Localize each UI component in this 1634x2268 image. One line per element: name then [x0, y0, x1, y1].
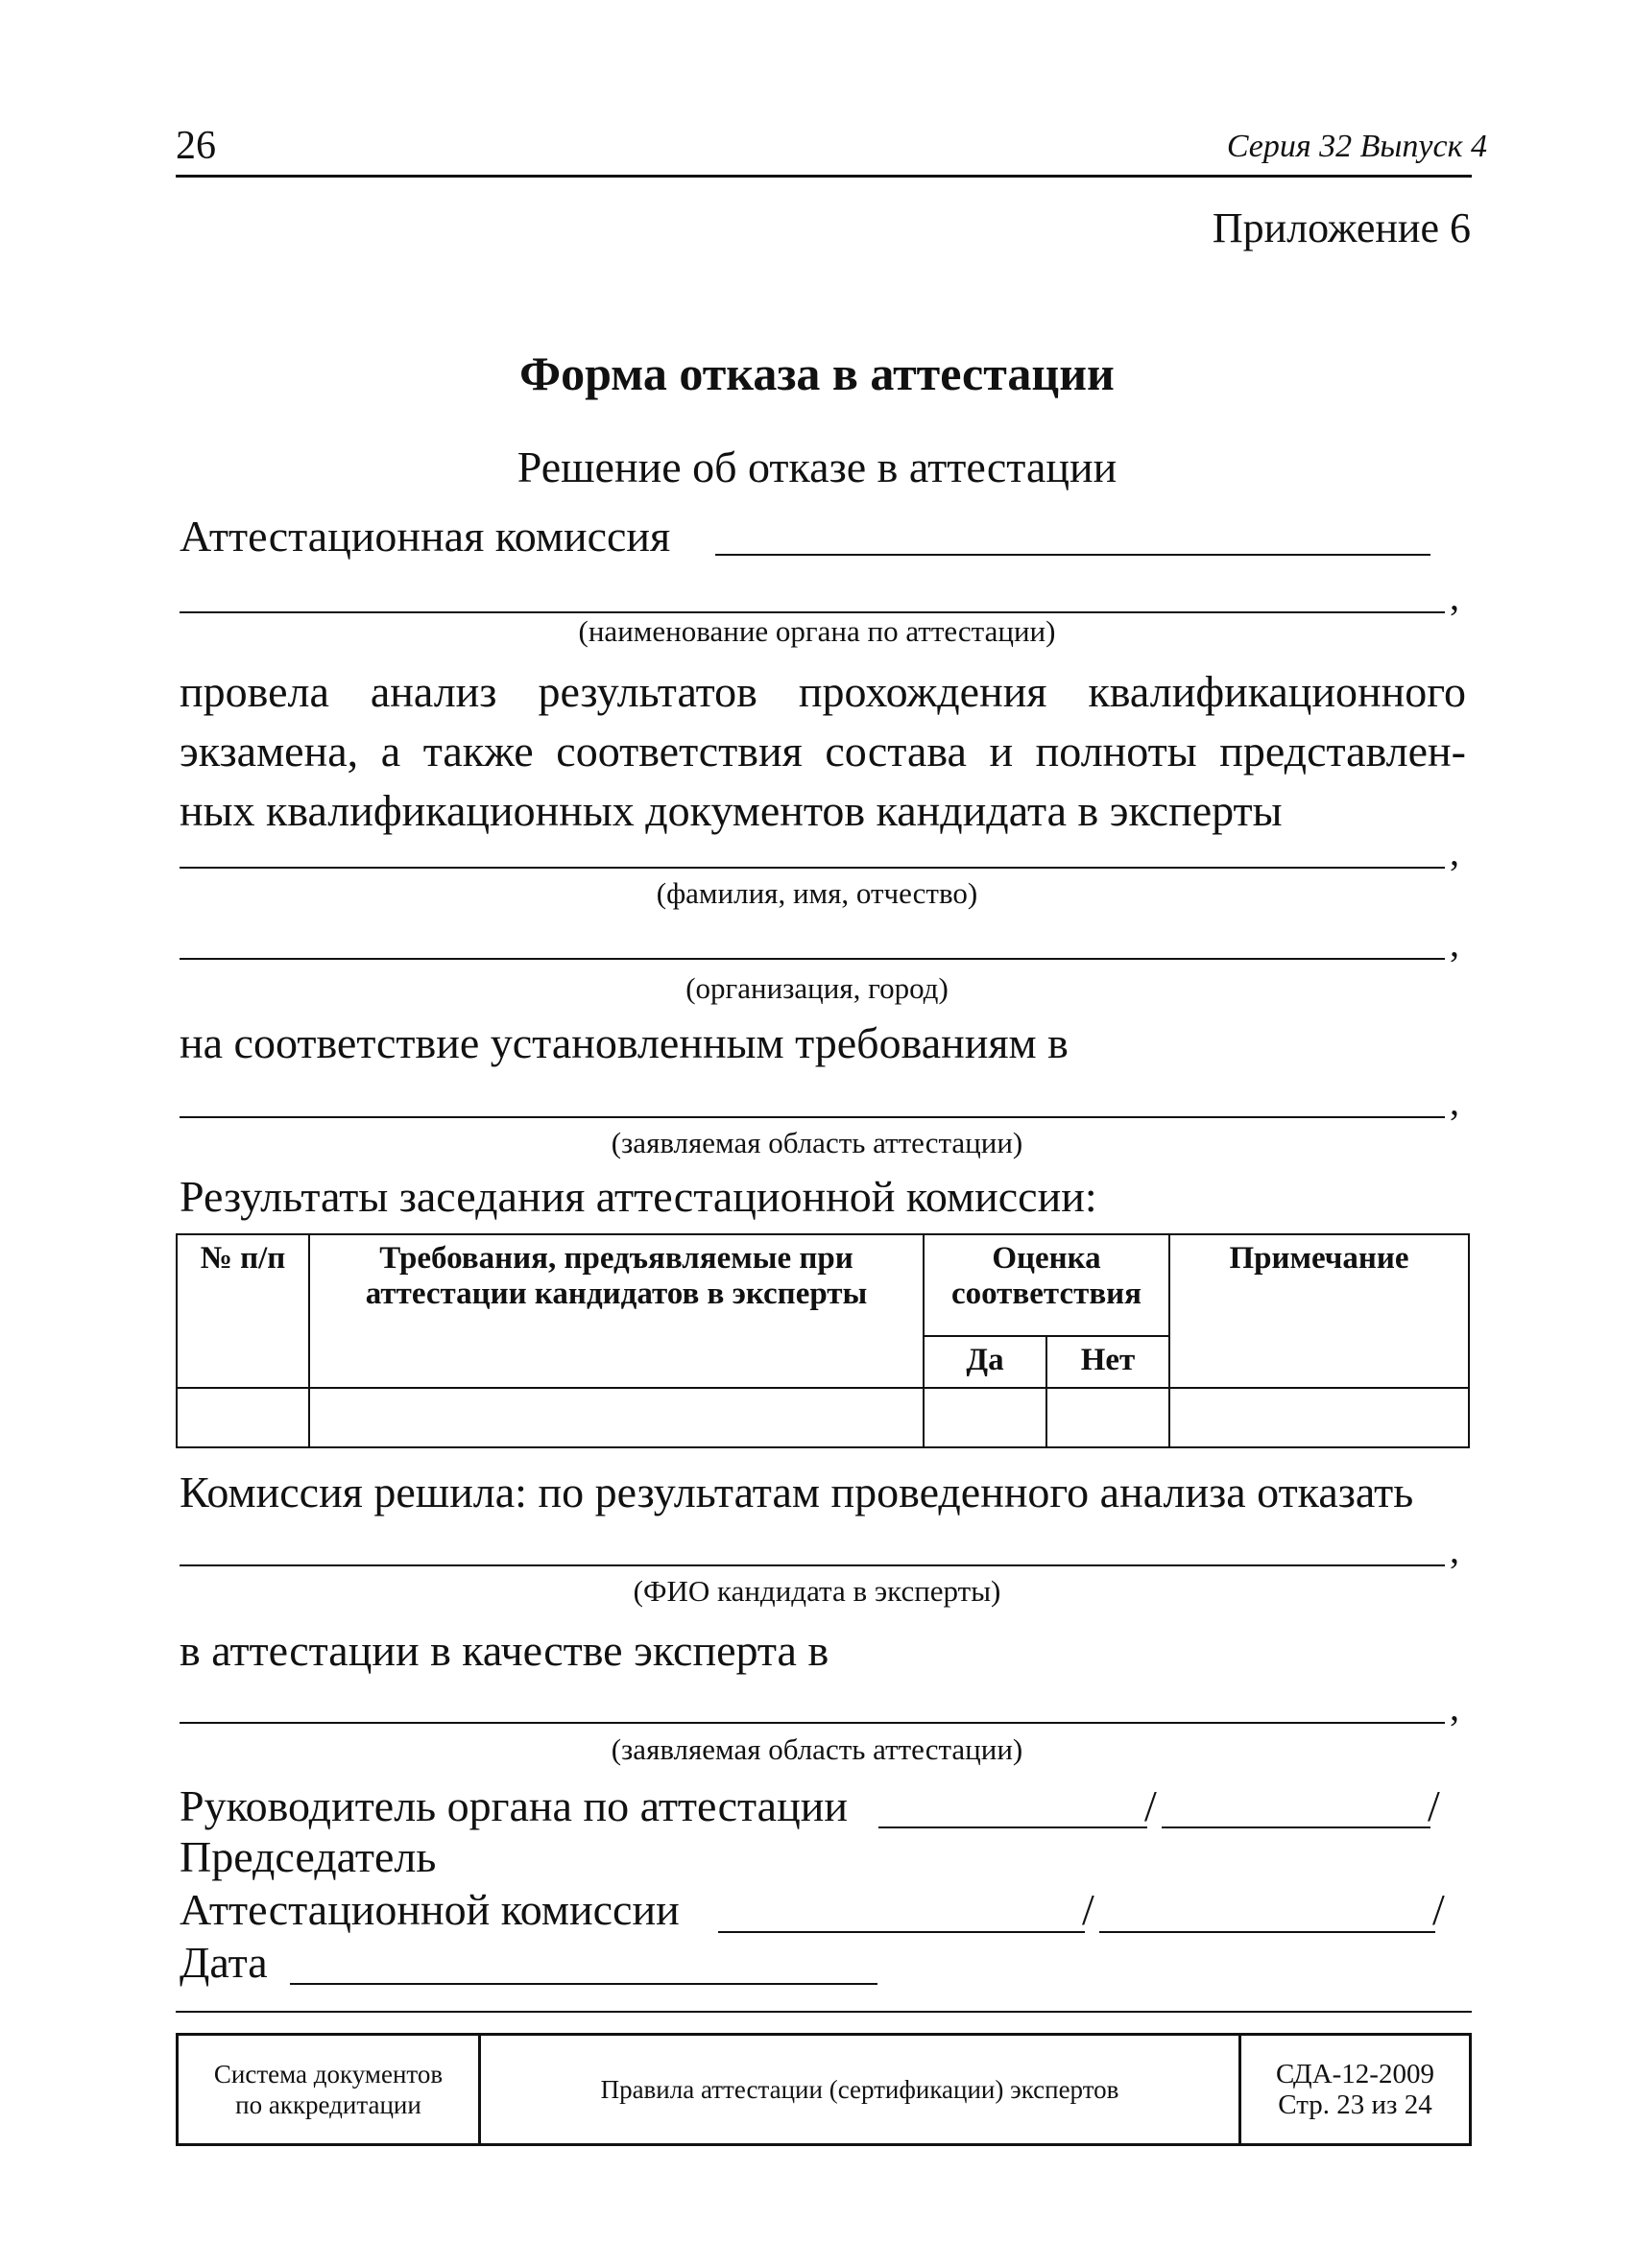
- col-req-line: Требования, предъявляемые при: [379, 1241, 853, 1276]
- table-cell[interactable]: [177, 1388, 309, 1447]
- footer-right: [1240, 2035, 1471, 2145]
- organ-caption: (наименование органа по аттестации): [578, 614, 1056, 648]
- expert-text: в аттестации в качестве эксперта в: [180, 1626, 829, 1675]
- fio-field[interactable]: [180, 867, 1445, 869]
- footer-center: Правила аттестации (сертификации) экспертов: [480, 2035, 1240, 2145]
- commission-field[interactable]: [715, 554, 1430, 556]
- fio-caption: (фамилия, имя, отчество): [656, 876, 978, 910]
- footer-doc-code: СДА-12-2009: [1276, 2059, 1434, 2089]
- comma: ,: [1450, 921, 1459, 965]
- slash: /: [1144, 1781, 1157, 1830]
- organ-field[interactable]: [180, 611, 1445, 613]
- col-num-header: № п/п: [177, 1234, 309, 1388]
- footer-rule: [176, 2011, 1472, 2013]
- comma: ,: [1450, 1685, 1459, 1729]
- col-note-header: Примечание: [1169, 1234, 1469, 1388]
- footer-page-count: Стр. 23 из 24: [1278, 2089, 1432, 2120]
- form-subtitle: Решение об отказе в аттестации: [517, 442, 1117, 491]
- area2-caption: (заявляемая область аттестации): [611, 1732, 1023, 1766]
- results-table: [176, 1233, 1470, 1448]
- candidate-fio-field[interactable]: [180, 1564, 1445, 1566]
- table-row: [177, 1388, 1469, 1447]
- footer-left-line: Система документов: [213, 2060, 444, 2089]
- decision-text: Комиссия решила: по результатам проведенного анализа отказать: [180, 1468, 1414, 1516]
- org-city-field[interactable]: [180, 958, 1445, 960]
- col-yes-header: Да: [924, 1336, 1046, 1388]
- series-label: Серия 32 Выпуск 4: [1226, 129, 1487, 164]
- slash: /: [1432, 1885, 1445, 1934]
- header-rule: [176, 175, 1472, 178]
- compliance-text: на соответствие установленным требованиям в: [180, 1018, 1069, 1067]
- area2-field[interactable]: [180, 1722, 1445, 1724]
- head-name-field[interactable]: [1162, 1826, 1430, 1828]
- head-signature-field[interactable]: [878, 1826, 1147, 1828]
- paragraph-line: ных квалификационных документов кандидата в эксперты: [180, 786, 1283, 835]
- col-no-header: Нет: [1046, 1336, 1169, 1388]
- slash: /: [1428, 1781, 1440, 1830]
- col-eval-line: соответствия: [950, 1277, 1142, 1311]
- commission-label: Аттестационная комиссия: [180, 512, 671, 561]
- footer-table: [176, 2033, 1472, 2146]
- page-number: 26: [176, 124, 216, 168]
- date-field[interactable]: [290, 1983, 877, 1985]
- col-req-header: [309, 1234, 924, 1388]
- results-heading: Результаты заседания аттестационной комиссии:: [180, 1172, 1097, 1221]
- comma: ,: [1450, 575, 1459, 618]
- area-caption: (заявляемая область аттестации): [611, 1126, 1023, 1159]
- paragraph-line: экзамена, а также соответствия состава и полноты представлен-: [180, 727, 1466, 776]
- comma: ,: [1450, 1528, 1459, 1571]
- analysis-paragraph: [180, 662, 1466, 841]
- head-label: Руководитель органа по аттестации: [180, 1781, 848, 1830]
- form-title: Форма отказа в аттестации: [519, 346, 1115, 400]
- chair-signature-field[interactable]: [718, 1931, 1085, 1933]
- comma: ,: [1450, 830, 1459, 873]
- col-eval-header: [924, 1234, 1169, 1336]
- appendix-label: Приложение 6: [1212, 204, 1471, 251]
- date-label: Дата: [180, 1938, 268, 1987]
- paragraph-line: провела анализ результатов прохождения квалификационного: [180, 667, 1466, 716]
- chair-label: Председатель: [180, 1832, 437, 1881]
- area-field[interactable]: [180, 1116, 1445, 1118]
- chair-name-field[interactable]: [1099, 1931, 1435, 1933]
- comma: ,: [1450, 1080, 1459, 1123]
- table-cell[interactable]: [1169, 1388, 1469, 1447]
- table-cell[interactable]: [309, 1388, 924, 1447]
- table-cell[interactable]: [1046, 1388, 1169, 1447]
- col-eval-line: Оценка: [992, 1241, 1101, 1276]
- chair-label-2: Аттестационной комиссии: [180, 1885, 680, 1934]
- candidate-fio-caption: (ФИО кандидата в эксперты): [633, 1574, 1001, 1608]
- slash: /: [1082, 1885, 1094, 1934]
- footer-left: [178, 2035, 480, 2145]
- col-req-line: аттестации кандидатов в эксперты: [365, 1277, 868, 1311]
- table-cell[interactable]: [924, 1388, 1046, 1447]
- org-city-caption: (организация, город): [685, 971, 949, 1005]
- footer-left-line: по аккредитации: [235, 2090, 421, 2119]
